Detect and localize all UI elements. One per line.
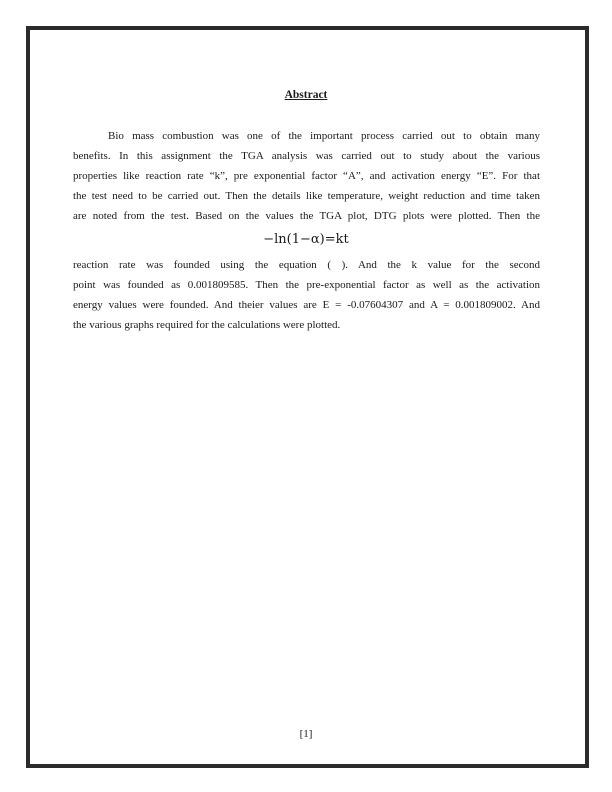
abstract-title: Abstract — [284, 89, 328, 101]
paragraph-line: energy values were founded. And theier values are E = -0.07604307 and A = 0.001809002. And — [73, 299, 540, 311]
paragraph-line: the various graphs required for the calculations were plotted. — [73, 319, 341, 331]
paragraph-line: properties like reaction rate “k”, pre exponential factor “A”, and activation energy “E”. For that — [73, 170, 540, 182]
paragraph-line: the test need to be carried out. Then the details like temperature, weight reduction and time taken — [73, 190, 540, 202]
paragraph-line: reaction rate was founded using the equation ( ). And the k value for the second — [73, 259, 540, 271]
rate-equation: −ln(1−α)=kt — [263, 232, 349, 247]
paragraph-line: Bio mass combustion was one of the important process carried out to obtain many — [108, 130, 540, 142]
paragraph-line: point was founded as 0.001809585. Then the pre-exponential factor as well as the activation — [73, 279, 540, 291]
page-number: [1] — [299, 728, 313, 740]
paragraph-line: are noted from the test. Based on the values the TGA plot, DTG plots were plotted. Then the — [73, 210, 540, 222]
abstract-paragraph-1 — [73, 126, 540, 226]
abstract-paragraph-2 — [73, 255, 540, 335]
paragraph-line: benefits. In this assignment the TGA analysis was carried out to study about the various — [73, 150, 540, 162]
